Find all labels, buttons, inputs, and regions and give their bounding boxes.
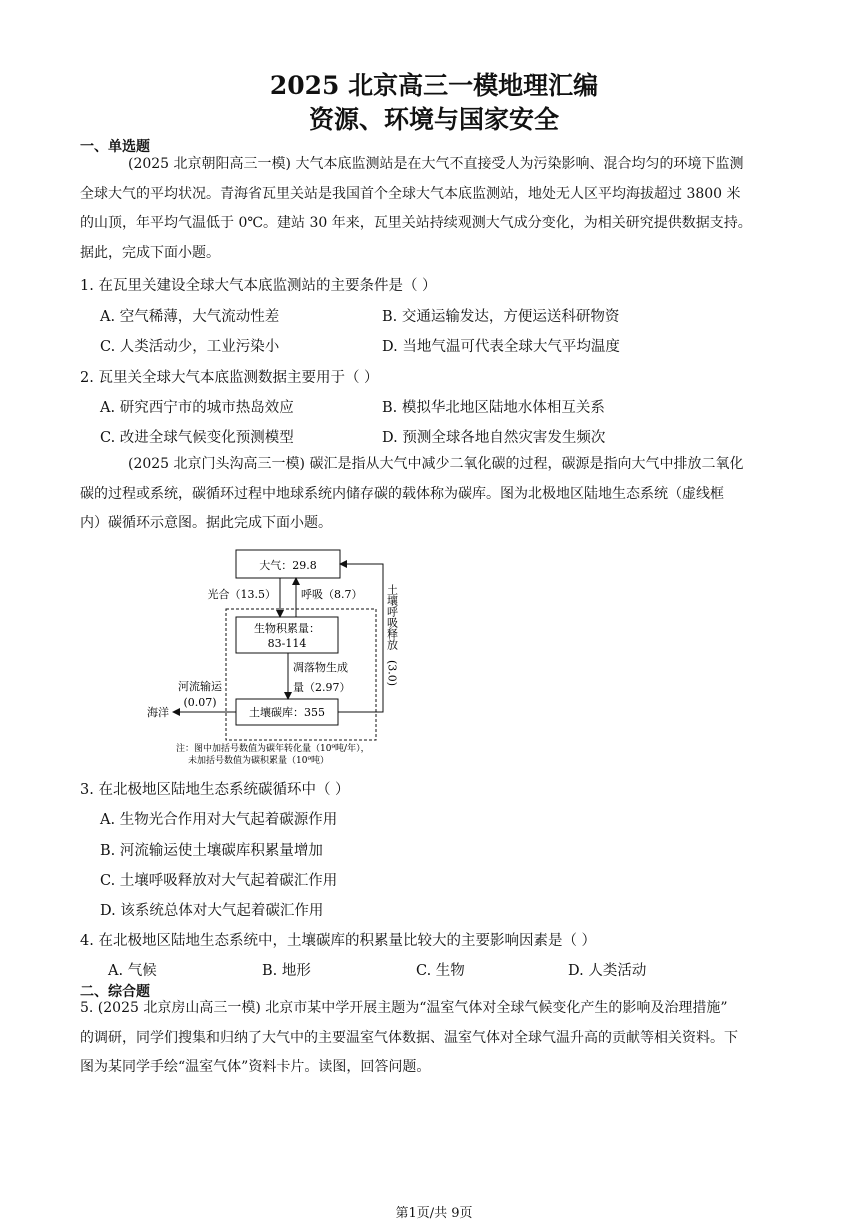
question-3-option-d: D. 该系统总体对大气起着碳汇作用	[100, 903, 324, 919]
soil-pool-label: 土壤碳库：355	[249, 706, 325, 719]
passage-1-source: (2025 北京朝阳高三一模)	[128, 156, 292, 172]
section-heading-comprehensive: 二、综合题	[80, 984, 150, 1000]
question-3-option-c: C. 土壤呼吸释放对大气起着碳汇作用	[100, 873, 338, 889]
question-2-stem: 2. 瓦里关全球大气本底监测数据主要用于（ ）	[80, 370, 379, 386]
river-label-2: (0.07)	[183, 696, 217, 709]
question-1-option-d: D. 当地气温可代表全球大气平均温度	[382, 339, 620, 355]
question-3-stem: 3. 在北极地区陆地生态系统碳循环中（ ）	[80, 782, 350, 798]
passage-2-line-2: 碳的过程或系统，碳循环过程中地球系统内储存碳的载体称为碳库。图为北极地区陆地生态系统（虚线框	[80, 485, 724, 502]
diagram-note-2: 未加括号数值为碳积累量（10⁹吨）	[188, 756, 330, 766]
document-subtitle: 资源、环境与国家安全	[308, 105, 559, 134]
question-1-option-b: B. 交通运输发达，方便运送科研物资	[382, 309, 620, 325]
question-2-option-d: D. 预测全球各地自然灾害发生频次	[382, 430, 606, 446]
passage-1-line-3: 的山顶，年平均气温低于 0℃。建站 30 年来，瓦里关站持续观测大气成分变化，为相关研究提供数据支持。	[80, 215, 752, 231]
passage-1-line-1: 大气本底监测站是在大气不直接受人为污染影响、混合均匀的环境下监测	[295, 156, 744, 172]
question-2-option-b: B. 模拟华北地区陆地水体相互关系	[382, 400, 605, 416]
passage-1	[80, 150, 792, 268]
question-4-option-c: C. 生物	[416, 963, 465, 979]
question-4-option-a: A. 气候	[108, 963, 157, 979]
passage-1-line-4: 据此，完成下面小题。	[80, 244, 220, 261]
diagram-note-1: 注：图中加括号数值为碳年转化量（10⁹吨/年），	[176, 744, 370, 754]
carbon-cycle-diagram	[140, 540, 430, 770]
page-footer: 第1页/共 9页	[395, 1206, 473, 1221]
soil-respiration-value: (3.0)	[385, 660, 399, 687]
question-3-option-b: B. 河流输运使土壤碳库积累量增加	[100, 843, 323, 859]
question-4-option-b: B. 地形	[262, 963, 311, 979]
question-1-option-c: C. 人类活动少，工业污染小	[100, 339, 280, 355]
soil-respiration-label: 土壤呼吸释放	[385, 584, 399, 650]
passage-1-line-2: 全球大气的平均状况。青海省瓦里关站是我国首个全球大气本底监测站，地处无人区平均海拔超过 3800 米	[80, 185, 741, 202]
question-5-line-2: 的调研，同学们搜集和归纳了大气中的主要温室气体数据、温室气体对全球气温升高的贡献等相关资料。下	[80, 1029, 738, 1046]
question-5	[80, 994, 792, 1083]
respiration-label: 呼吸（8.7）	[301, 588, 363, 601]
question-1-stem: 1. 在瓦里关建设全球大气本底监测站的主要条件是（ ）	[80, 278, 437, 294]
question-2-option-a: A. 研究西宁市的城市热岛效应	[100, 400, 294, 416]
passage-2-line-3: 内）碳循环示意图。据此完成下面小题。	[80, 515, 332, 531]
question-1-option-a: A. 空气稀薄，大气流动性差	[100, 309, 280, 325]
section-heading-single-choice: 一、单选题	[80, 139, 150, 155]
litter-label-2: 量（2.97）	[293, 681, 351, 694]
litter-label-1: 凋落物生成	[293, 661, 348, 674]
passage-2-line-1: 碳汇是指从大气中减少二氧化碳的过程，碳源是指向大气中排放二氧化	[309, 456, 744, 472]
photosynthesis-label: 光合（13.5）	[207, 588, 276, 601]
atmosphere-label: 大气：29.8	[259, 559, 317, 572]
document-title: 2025 北京高三一模地理汇编	[269, 71, 599, 100]
river-label-1: 河流输运	[178, 680, 222, 693]
question-5-line-3: 图为某同学手绘“温室气体”资料卡片。读图，回答问题。	[80, 1059, 431, 1075]
passage-2	[80, 450, 792, 539]
biomass-label-2: 83-114	[267, 637, 307, 650]
question-3-option-a: A. 生物光合作用对大气起着碳源作用	[100, 812, 338, 828]
question-5-line-1: 5. (2025 北京房山高三一模) 北京市某中学开展主题为“温室气体对全球气候变化产生的影响及治理措施”	[80, 1000, 728, 1016]
question-4-option-d: D. 人类活动	[568, 963, 647, 979]
biomass-label-1: 生物积累量：	[254, 622, 320, 635]
question-4-stem: 4. 在北极地区陆地生态系统中，土壤碳库的积累量比较大的主要影响因素是（ ）	[80, 933, 597, 949]
question-2-option-c: C. 改进全球气候变化预测模型	[100, 430, 294, 446]
ocean-label: 海洋	[147, 706, 169, 719]
passage-2-source: (2025 北京门头沟高三一模)	[128, 456, 306, 472]
